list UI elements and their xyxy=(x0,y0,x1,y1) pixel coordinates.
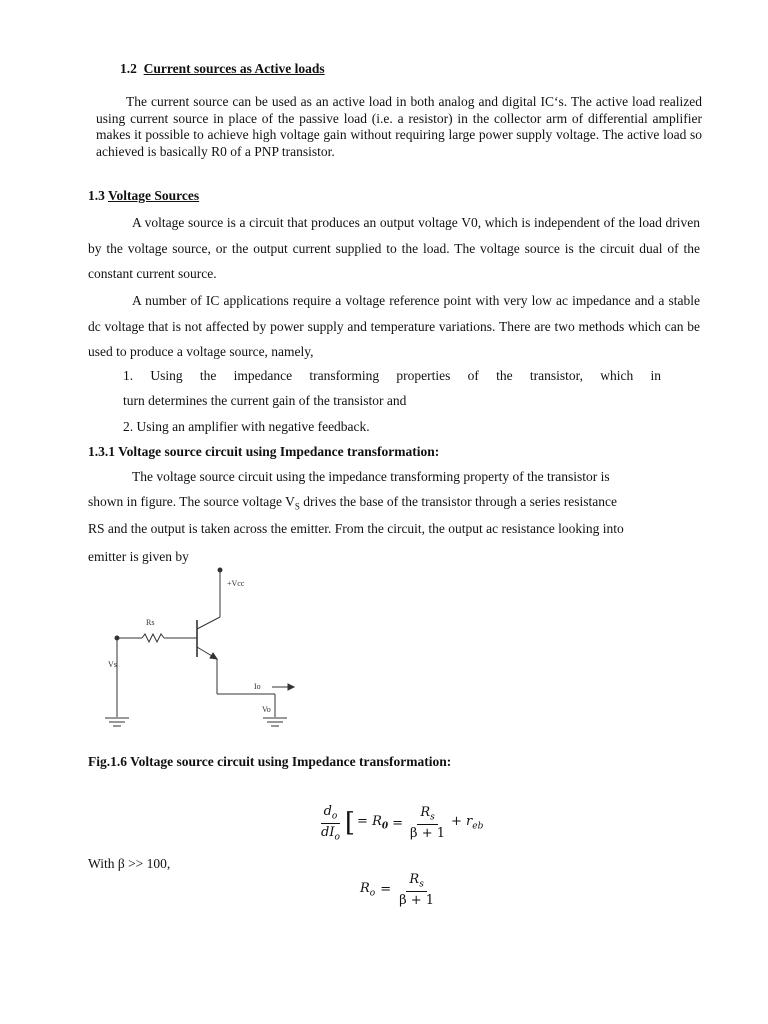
section-1-3-1-line-4: emitter is given by xyxy=(88,549,189,564)
vo-label: Vo xyxy=(262,705,271,714)
equation-1 xyxy=(318,804,483,842)
vcc-label: +Vcc xyxy=(227,579,245,588)
section-1-3-1-heading: 1.3.1 Voltage source circuit using Impedance transformation: xyxy=(88,444,440,459)
with-beta-text: With β >> 100, xyxy=(88,856,171,871)
equation-2 xyxy=(360,872,437,908)
section-1-2-heading xyxy=(120,61,325,77)
eq1-equals: = xyxy=(392,815,404,831)
eq1-lhs-fraction: $\frac{d_o}{dI_o}$ xyxy=(321,804,340,843)
io-arrow-icon xyxy=(288,684,294,690)
section-1-3-title: Voltage Sources xyxy=(108,188,200,203)
section-1-3-paragraph-2: A number of IC applications require a voltage reference point with very low ac impedance and a stable dc voltage that is not affected by power supply and temperature variations. There are two methods which can be used to produce a voltage source, namely, xyxy=(88,293,700,359)
section-1-3-1-line-3: RS and the output is taken across the emitter. From the circuit, the output ac resistance looking into xyxy=(88,521,624,536)
vs-label: Vs xyxy=(108,660,117,669)
eq2-equals: = xyxy=(380,882,392,898)
list-item-1-line-2: turn determines the current gain of the transistor and xyxy=(123,393,407,408)
circuit-diagram xyxy=(100,565,300,735)
eq2-lhs: $R_o$ xyxy=(360,881,376,899)
rs-label: Rs xyxy=(146,618,155,627)
section-1-3-paragraph-1: A voltage source is a circuit that produces an output voltage V0, which is independent of the load driven by the voltage source, or the output current supplied to the load. The voltage source is the circuit dual of the constant current source. xyxy=(88,215,700,281)
eq1-mid: = $R_0$ xyxy=(357,814,389,832)
list-item-2: 2. Using an amplifier with negative feedback. xyxy=(123,419,370,434)
figure-caption: Fig.1.6 Voltage source circuit using Impedance transformation: xyxy=(88,754,452,769)
section-1-3-heading xyxy=(88,188,199,204)
eq1-rhs-fraction: $\frac{R_s}{\beta + 1}$ xyxy=(410,805,445,841)
rs-resistor xyxy=(142,634,164,642)
section-1-2-number: 1.2 xyxy=(120,61,137,76)
eq2-fraction: $\frac{R_s}{\beta + 1}$ xyxy=(399,872,435,908)
vcc-terminal xyxy=(218,568,222,572)
emitter-arrow-icon xyxy=(210,653,217,659)
section-1-3-number: 1.3 xyxy=(88,188,105,203)
section-1-3-1-line-2: shown in figure. The source voltage $V_S$ drives the base of the transistor through a series resistance xyxy=(88,494,618,512)
eq1-bracket: [ xyxy=(344,808,356,839)
list-item-1-line-1: 1. Using the impedance transforming properties of the transistor, which in xyxy=(123,368,661,383)
io-label: Io xyxy=(254,682,261,691)
transistor-collector-lead xyxy=(197,617,220,629)
eq1-tail: + $r_{eb}$ xyxy=(451,814,484,832)
section-1-2-paragraph: The current source can be used as an active load in both analog and digital IC‘s. The active load realized using current source in place of the passive load (i.e. a resistor) in the collector arm of differential amplifier makes it possible to achieve high voltage gain without requiring large power supply voltage. The active load so achieved is basically R0 of a PNP transistor. xyxy=(96,94,702,159)
section-1-2-title: Current sources as Active loads xyxy=(143,61,325,76)
section-1-3-1-line-1: The voltage source circuit using the impedance transforming property of the transistor is xyxy=(132,469,610,484)
